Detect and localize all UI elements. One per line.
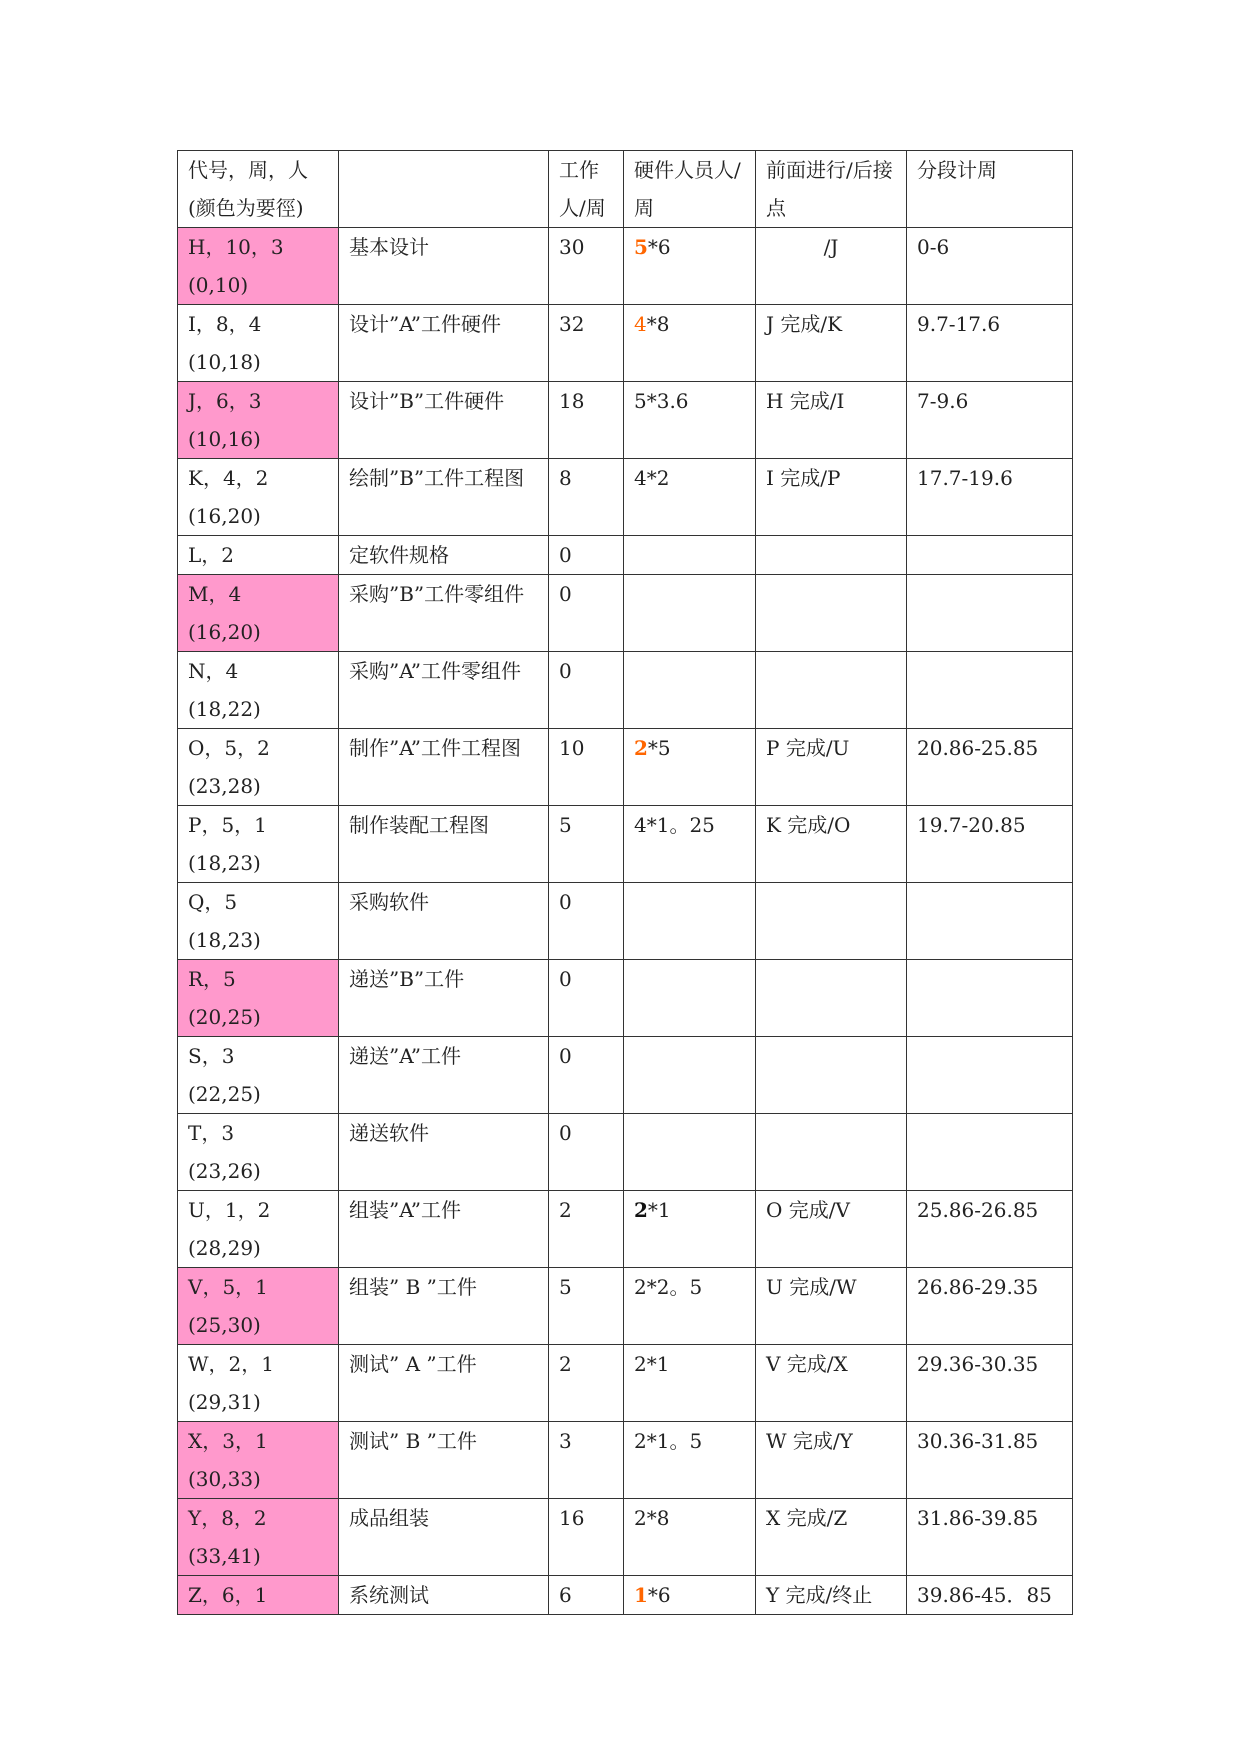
hardware-cell [624,1037,756,1114]
schedule-cell: 9.7-17.6 [907,305,1073,382]
schedule-cell: 25.86-26.85 [907,1191,1073,1268]
task-name-cell: 绘制”B”工件工程图 [339,459,549,536]
task-range: (29,31) [188,1390,261,1414]
header-code-cell [178,151,339,228]
schedule-cell: 39.86-45．85 [907,1576,1073,1615]
work-cell: 0 [549,575,624,652]
task-range: (30,33) [188,1467,261,1491]
task-range: (28,29) [188,1236,261,1260]
code-cell [178,1576,339,1615]
task-name-cell: 基本设计 [339,228,549,305]
header-hardware-cell: 硬件人员人/周 [624,151,756,228]
hardware-cell [624,1345,756,1422]
hardware-value: 2*1 [634,1352,670,1376]
hardware-cell [624,729,756,806]
header-row [178,151,1073,228]
task-name-cell: 制作装配工程图 [339,806,549,883]
task-name-cell: 成品组装 [339,1499,549,1576]
task-code: N，4 [188,659,239,683]
code-cell [178,806,339,883]
precedence-cell [756,883,907,960]
hardware-cell [624,652,756,729]
task-name-cell: 采购”B”工件零组件 [339,575,549,652]
hardware-cell [624,806,756,883]
task-range: (22,25) [188,1082,261,1106]
hardware-cell [624,883,756,960]
hardware-lead-value: 2 [634,1198,648,1222]
code-cell [178,228,339,305]
precedence-cell: K 完成/O [756,806,907,883]
code-cell [178,305,339,382]
schedule-cell: 26.86-29.35 [907,1268,1073,1345]
work-cell: 10 [549,729,624,806]
schedule-cell: 19.7-20.85 [907,806,1073,883]
code-cell [178,883,339,960]
table-row [178,1499,1073,1576]
work-cell: 30 [549,228,624,305]
task-range: (0,10) [188,273,249,297]
task-code: Y，8，2 [188,1506,267,1530]
hardware-value: *6 [647,235,671,259]
task-range: (23,28) [188,774,261,798]
header-schedule-cell: 分段计周 [907,151,1073,228]
hardware-cell [624,1114,756,1191]
task-name-cell: 递送软件 [339,1114,549,1191]
table-row [178,1114,1073,1191]
work-cell: 0 [549,1114,624,1191]
code-cell [178,1268,339,1345]
table-row [178,228,1073,305]
hardware-value: *6 [647,1583,671,1607]
precedence-cell [756,1114,907,1191]
hardware-value: *5 [647,736,671,760]
task-code: Q，5 [188,890,238,914]
hardware-value: *1 [647,1198,671,1222]
task-code: L，2 [188,543,235,567]
precedence-cell: O 完成/V [756,1191,907,1268]
code-cell [178,652,339,729]
hardware-value: 2*2。5 [634,1275,703,1299]
schedule-cell: 29.36-30.35 [907,1345,1073,1422]
task-code: T，3 [188,1121,235,1145]
task-name-cell: 递送”A”工件 [339,1037,549,1114]
precedence-cell [756,652,907,729]
task-range: (18,23) [188,851,261,875]
work-cell: 5 [549,1268,624,1345]
task-range: (10,16) [188,427,261,451]
table-row [178,806,1073,883]
task-code: X，3，1 [188,1429,268,1453]
task-code: S，3 [188,1044,235,1068]
precedence-cell: J 完成/K [756,305,907,382]
task-range: (25,30) [188,1313,261,1337]
schedule-cell: 20.86-25.85 [907,729,1073,806]
hardware-cell [624,382,756,459]
task-range: (33,41) [188,1544,261,1568]
schedule-cell: 0-6 [907,228,1073,305]
work-cell: 2 [549,1191,624,1268]
table-row [178,1576,1073,1615]
task-code: M，4 [188,582,242,606]
schedule-cell: 7-9.6 [907,382,1073,459]
schedule-cell [907,1037,1073,1114]
task-code: P，5，1 [188,813,267,837]
precedence-cell: X 完成/Z [756,1499,907,1576]
precedence-cell: U 完成/W [756,1268,907,1345]
schedule-cell: 30.36-31.85 [907,1422,1073,1499]
table-row [178,1422,1073,1499]
work-cell: 16 [549,1499,624,1576]
task-code: O，5，2 [188,736,270,760]
code-cell [178,1499,339,1576]
work-cell: 0 [549,883,624,960]
work-cell: 32 [549,305,624,382]
precedence-cell [756,536,907,575]
table-row [178,652,1073,729]
code-cell [178,1345,339,1422]
schedule-cell [907,883,1073,960]
task-code: V，5，1 [188,1275,268,1299]
hardware-lead-value: 5 [634,235,648,259]
task-range: (23,26) [188,1159,261,1183]
task-name-cell: 测试” B ”工件 [339,1422,549,1499]
hardware-cell [624,1191,756,1268]
task-name-cell: 测试” A ”工件 [339,1345,549,1422]
hardware-value: 4*1。25 [634,813,715,837]
task-code: W，2，1 [188,1352,275,1376]
task-code: H，10，3 [188,235,284,259]
code-cell [178,1114,339,1191]
schedule-cell [907,960,1073,1037]
task-code: I，8，4 [188,312,262,336]
precedence-cell: P 完成/U [756,729,907,806]
task-name-cell: 递送”B”工件 [339,960,549,1037]
table-row [178,960,1073,1037]
code-cell [178,729,339,806]
schedule-cell [907,652,1073,729]
precedence-cell: V 完成/X [756,1345,907,1422]
schedule-table [177,150,1073,1615]
hardware-lead-value: 1 [634,1583,648,1607]
task-name-cell: 设计”B”工件硬件 [339,382,549,459]
hardware-value: 2*8 [634,1506,670,1530]
table-body [178,151,1073,1615]
precedence-cell: W 完成/Y [756,1422,907,1499]
code-cell [178,1422,339,1499]
task-name-cell: 组装”A”工件 [339,1191,549,1268]
table-row [178,305,1073,382]
hardware-cell [624,1499,756,1576]
schedule-cell [907,536,1073,575]
hardware-value: 4*2 [634,466,670,490]
task-name-cell: 采购软件 [339,883,549,960]
code-cell [178,382,339,459]
task-code: K，4，2 [188,466,269,490]
hardware-cell [624,536,756,575]
work-cell: 18 [549,382,624,459]
hardware-value: 5*3.6 [634,389,689,413]
task-code: U，1，2 [188,1198,271,1222]
hardware-cell [624,459,756,536]
task-name-cell: 组装” B ”工件 [339,1268,549,1345]
precedence-cell [756,1037,907,1114]
task-range: (18,22) [188,697,261,721]
schedule-cell: 31.86-39.85 [907,1499,1073,1576]
hardware-cell [624,1268,756,1345]
table-row [178,1268,1073,1345]
hardware-cell [624,1422,756,1499]
work-cell: 0 [549,536,624,575]
hardware-cell [624,228,756,305]
work-cell: 0 [549,1037,624,1114]
code-cell [178,960,339,1037]
schedule-cell [907,575,1073,652]
table-row [178,536,1073,575]
work-cell: 5 [549,806,624,883]
task-code: R，5 [188,967,236,991]
code-cell [178,1191,339,1268]
work-cell: 3 [549,1422,624,1499]
table-row [178,575,1073,652]
work-cell: 0 [549,652,624,729]
header-task-cell [339,151,549,228]
table-row [178,1037,1073,1114]
table-row [178,1345,1073,1422]
hardware-lead-value: 4 [634,312,647,336]
table-row [178,459,1073,536]
task-range: (16,20) [188,620,261,644]
code-cell [178,536,339,575]
table-row [178,883,1073,960]
header-code-label: 代号，周，人 [188,158,308,182]
task-name-cell: 制作”A”工件工程图 [339,729,549,806]
schedule-cell: 17.7-19.6 [907,459,1073,536]
header-precedence-cell: 前面进行/后接点 [756,151,907,228]
header-work-cell: 工作人/周 [549,151,624,228]
task-range: (10,18) [188,350,261,374]
task-name-cell: 采购”A”工件零组件 [339,652,549,729]
hardware-cell [624,1576,756,1615]
code-cell [178,459,339,536]
table-row [178,382,1073,459]
precedence-cell: H 完成/I [756,382,907,459]
work-cell: 0 [549,960,624,1037]
table-row [178,729,1073,806]
work-cell: 6 [549,1576,624,1615]
task-name-cell: 系统测试 [339,1576,549,1615]
task-range: (18,23) [188,928,261,952]
task-range: (20,25) [188,1005,261,1029]
table-row [178,1191,1073,1268]
precedence-cell: Y 完成/终止 [756,1576,907,1615]
header-code-note: (颜色为要徑) [188,196,304,220]
schedule-cell [907,1114,1073,1191]
hardware-cell [624,305,756,382]
task-name-cell: 定软件规格 [339,536,549,575]
precedence-cell: /J [756,228,907,305]
task-range: (16,20) [188,504,261,528]
precedence-cell [756,575,907,652]
hardware-value: 2*1。5 [634,1429,703,1453]
work-cell: 2 [549,1345,624,1422]
work-cell: 8 [549,459,624,536]
precedence-cell: I 完成/P [756,459,907,536]
code-cell [178,1037,339,1114]
hardware-cell [624,960,756,1037]
code-cell [178,575,339,652]
hardware-lead-value: 2 [634,736,648,760]
task-code: Z，6，1 [188,1583,268,1607]
precedence-cell [756,960,907,1037]
hardware-cell [624,575,756,652]
task-name-cell: 设计”A”工件硬件 [339,305,549,382]
hardware-value: *8 [646,312,670,336]
task-code: J，6，3 [188,389,262,413]
